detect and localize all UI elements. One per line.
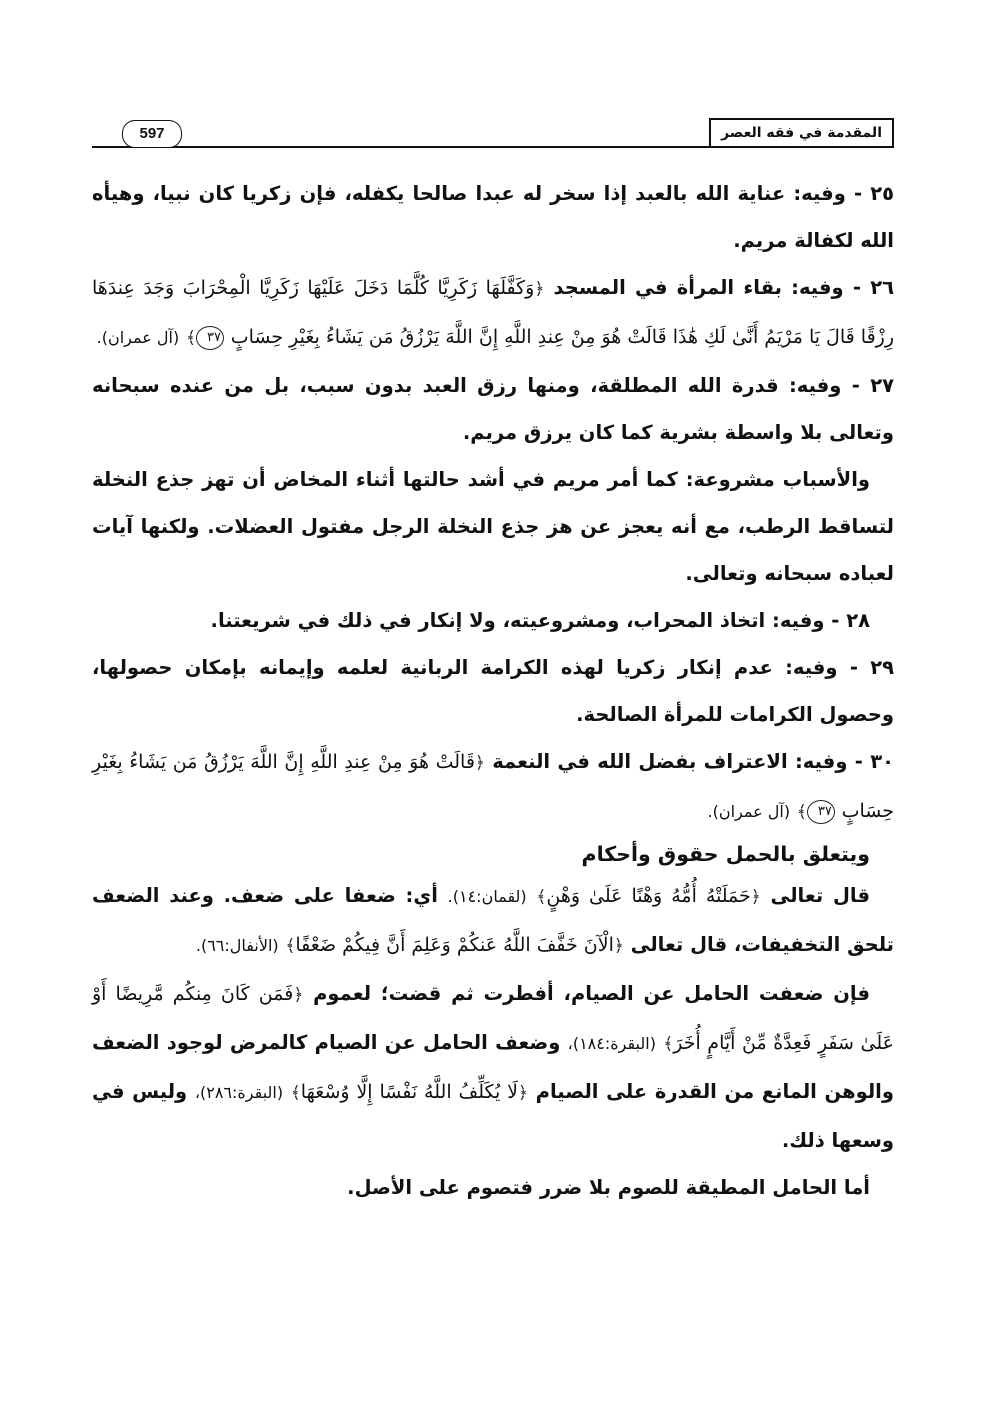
page-body: [92, 170, 894, 1211]
surah-reference: (البقرة:٢٨٦)،: [194, 1083, 284, 1102]
pregnancy-2-text-c: وليس في وسعها ذلك.: [92, 1080, 894, 1152]
verse-open-ornament: ﴿: [534, 279, 545, 299]
verse-open-ornament: ﴿: [750, 887, 761, 907]
section-heading: ويتعلق بالحمل حقوق وأحكام: [581, 842, 870, 866]
quran-quote-baqarah-286: لَا يُكَلِّفُ اللَّهُ نَفْسًا إِلَّا وُسْعَهَا: [300, 1081, 519, 1103]
paragraph-26: [92, 264, 894, 362]
page-number: [122, 120, 182, 148]
paragraph-pregnancy-2: [92, 970, 894, 1164]
verse-open-ornament: ﴿: [518, 1083, 528, 1103]
verse-close-ornament: ﴾: [536, 887, 547, 907]
pregnancy-2-text-a: فإن ضعفت الحامل عن الصيام، أفطرت ثم قضت؛ لعموم: [313, 982, 870, 1005]
paragraph-26-intro: ٢٦ - وفيه: بقاء المرأة في المسجد: [553, 276, 894, 299]
quran-quote-luqman-14: حَمَلَتْهُ أُمُّهُ وَهْنًا عَلَىٰ وَهْنٍ: [546, 885, 751, 907]
verse-close-ornament: ﴾: [290, 1083, 301, 1103]
paragraph-30-intro: ٣٠ - وفيه: الاعتراف بفضل الله في النعمة: [492, 750, 895, 773]
surah-reference: (آل عمران).: [707, 802, 791, 821]
paragraph-pregnancy-1: [92, 872, 894, 970]
paragraph-28: [92, 597, 894, 644]
pregnancy-3-text: أما الحامل المطيقة للصوم بلا ضرر فتصوم على الأصل.: [347, 1176, 870, 1199]
verse-open-ornament: ﴿: [613, 936, 624, 956]
verse-open-ornament: ﴿: [293, 985, 304, 1005]
verse-close-ornament: ﴾: [796, 802, 807, 822]
quran-quote-al-imran-37: وَكَفَّلَهَا زَكَرِيَّا كُلَّمَا دَخَلَ عَلَيْهَا زَكَرِيَّا الْمِحْرَابَ وَجَدَ عِندَهَا رِزْقًا قَالَ يَا مَرْيَمُ أَنَّىٰ لَكِ هَٰذَا قَالَتْ هُوَ مِنْ عِندِ اللَّهِ إِنَّ اللَّهَ يَرْزُقُ مَن يَشَاءُ بِغَيْرِ حِسَابٍ: [92, 277, 894, 348]
surah-reference: (آل عمران).: [96, 328, 180, 347]
running-book-title: [709, 118, 894, 148]
pregnancy-1-text-a: قال تعالى: [770, 884, 870, 907]
paragraph-27: [92, 362, 894, 456]
surah-reference: (الأنفال:٦٦).: [195, 936, 279, 955]
page-header: [92, 118, 894, 152]
book-title-text: المقدمة في فقه العصر: [721, 125, 882, 141]
verse-number-badge: ٣٧: [807, 800, 835, 824]
paragraph-pregnancy-3: [92, 1164, 894, 1211]
verse-close-ornament: ﴾: [663, 1034, 674, 1054]
surah-reference: (لقمان:١٤).: [447, 887, 527, 906]
verse-open-ornament: ﴿: [474, 753, 485, 773]
paragraph-27-text: ٢٧ - وفيه: قدرة الله المطلقة، ومنها رزق العبد بدون سبب، بل من عنده سبحانه وتعالى بلا واسطة بشرية كما كان يرزق مريم.: [92, 374, 894, 444]
pregnancy-2-text-b: وضعف الحامل عن الصيام كالمرض لوجود الضعف والوهن المانع من القدرة على الصيام: [92, 1031, 894, 1103]
quran-quote-anfal-66: الْآنَ خَفَّفَ اللَّهُ عَنكُمْ وَعَلِمَ أَنَّ فِيكُمْ ضَعْفًا: [295, 934, 614, 956]
paragraph-25: [92, 170, 894, 264]
paragraph-29-text: ٢٩ - وفيه: عدم إنكار زكريا لهذه الكرامة الربانية لعلمه وإيمانه بإمكان حصولها، وحصول الكرامات للمرأة الصالحة.: [92, 656, 894, 726]
quran-quote-al-imran-37-b: قَالَتْ هُوَ مِنْ عِندِ اللَّهِ إِنَّ اللَّهَ يَرْزُقُ مَن يَشَاءُ بِغَيْرِ حِسَابٍ: [92, 751, 894, 822]
paragraph-25-text: ٢٥ - وفيه: عناية الله بالعبد إذا سخر له عبدا صالحا يكفله، فإن زكريا كان نبيا، وهيأه الله لكفالة مريم.: [92, 182, 894, 252]
verse-close-ornament: ﴾: [285, 936, 296, 956]
paragraph-28-text: ٢٨ - وفيه: اتخاذ المحراب، ومشروعيته، ولا إنكار في ذلك في شريعتنا.: [210, 609, 870, 632]
verse-close-ornament: ﴾: [185, 328, 196, 348]
surah-reference: (البقرة:١٨٤)،: [567, 1034, 656, 1053]
paragraph-29: [92, 644, 894, 738]
paragraph-asbab-text: والأسباب مشروعة: كما أمر مريم في أشد حالتها أثناء المخاض أن تهز جذع النخلة لتساقط الرطب، مع أنه يعجز عن هز جذع النخلة الرجل مفتول العضلات. ولكنها آيات لعباده سبحانه وتعالى.: [92, 468, 894, 585]
paragraph-asbab: [92, 456, 894, 597]
pregnancy-1-text-b: أي: ضعفا على ضعف. وعند الضعف تلحق التخفيفات، قال تعالى: [92, 884, 894, 956]
paragraph-30: [92, 738, 894, 836]
verse-number-badge: ٣٧: [196, 326, 224, 350]
page-number-text: 597: [139, 125, 165, 142]
quran-quote-baqarah-184: فَمَن كَانَ مِنكُم مَّرِيضًا أَوْ عَلَىٰ سَفَرٍ فَعِدَّةٌ مِّنْ أَيَّامٍ أُخَرَ: [92, 983, 894, 1054]
